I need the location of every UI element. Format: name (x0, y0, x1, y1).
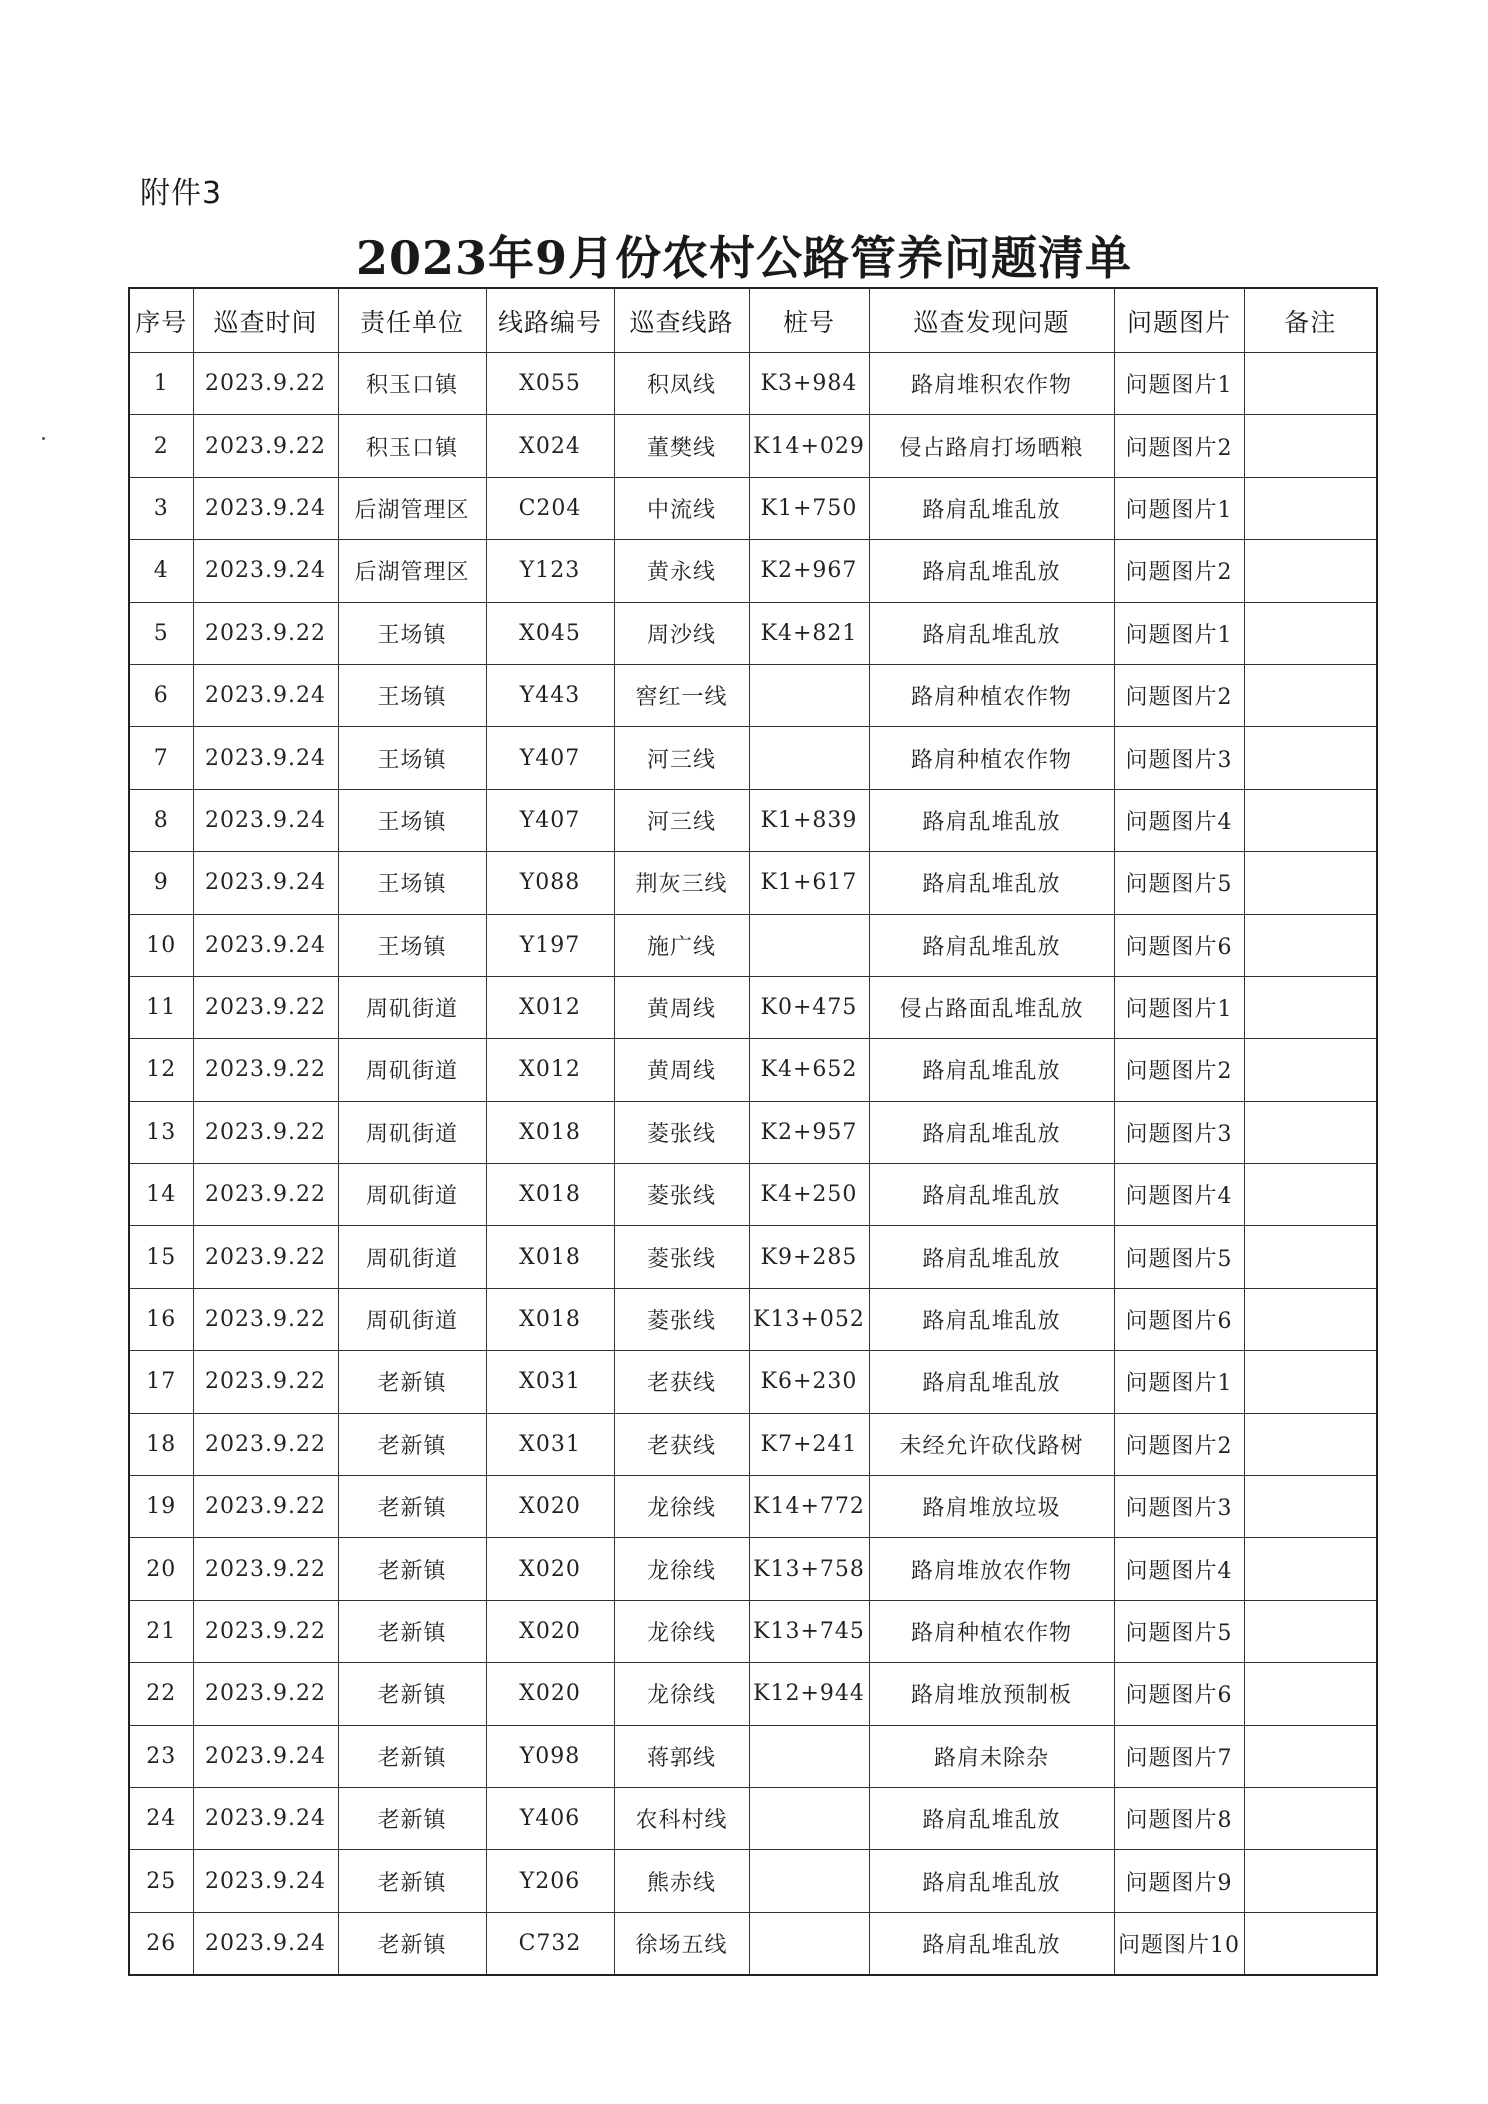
cell-date: 2023.9.24 (193, 1787, 338, 1849)
table-row (129, 1039, 1377, 1101)
cell-date: 2023.9.22 (193, 976, 338, 1038)
cell-date: 2023.9.24 (193, 1912, 338, 1975)
cell-code: C204 (486, 477, 614, 539)
cell-issue: 路肩堆放预制板 (869, 1663, 1114, 1725)
cell-unit: 王场镇 (338, 914, 486, 976)
cell-seq: 19 (129, 1476, 193, 1538)
cell-seq: 24 (129, 1787, 193, 1849)
cell-issue: 路肩乱堆乱放 (869, 1787, 1114, 1849)
cell-photo: 问题图片4 (1114, 789, 1244, 851)
cell-issue: 路肩乱堆乱放 (869, 477, 1114, 539)
header-photo: 问题图片 (1114, 288, 1244, 353)
cell-photo: 问题图片10 (1114, 1912, 1244, 1975)
table-row (129, 602, 1377, 664)
cell-photo: 问题图片9 (1114, 1850, 1244, 1912)
cell-stake: K1+839 (749, 789, 869, 851)
cell-note (1244, 1288, 1377, 1350)
cell-code: X031 (486, 1351, 614, 1413)
cell-stake: K0+475 (749, 976, 869, 1038)
cell-date: 2023.9.22 (193, 1600, 338, 1662)
table-row (129, 1101, 1377, 1163)
cell-route: 河三线 (614, 789, 749, 851)
cell-date: 2023.9.24 (193, 789, 338, 851)
cell-route: 农科村线 (614, 1787, 749, 1849)
cell-route: 周沙线 (614, 602, 749, 664)
cell-stake (749, 1912, 869, 1975)
cell-note (1244, 1351, 1377, 1413)
cell-photo: 问题图片3 (1114, 1476, 1244, 1538)
cell-route: 熊赤线 (614, 1850, 749, 1912)
cell-route: 积凤线 (614, 353, 749, 415)
cell-note (1244, 602, 1377, 664)
cell-unit: 周矶街道 (338, 1039, 486, 1101)
cell-photo: 问题图片5 (1114, 852, 1244, 914)
cell-seq: 3 (129, 477, 193, 539)
cell-code: Y098 (486, 1725, 614, 1787)
table-row (129, 1538, 1377, 1600)
header-code: 线路编号 (486, 288, 614, 353)
cell-route: 菱张线 (614, 1226, 749, 1288)
cell-stake (749, 727, 869, 789)
cell-issue: 路肩乱堆乱放 (869, 1351, 1114, 1413)
table-row (129, 852, 1377, 914)
cell-unit: 王场镇 (338, 602, 486, 664)
table-row (129, 1288, 1377, 1350)
cell-route: 中流线 (614, 477, 749, 539)
cell-note (1244, 415, 1377, 477)
cell-unit: 老新镇 (338, 1850, 486, 1912)
cell-unit: 老新镇 (338, 1538, 486, 1600)
cell-code: Y443 (486, 664, 614, 726)
cell-stake: K1+617 (749, 852, 869, 914)
cell-note (1244, 540, 1377, 602)
cell-route: 荆灰三线 (614, 852, 749, 914)
cell-seq: 1 (129, 353, 193, 415)
cell-note (1244, 976, 1377, 1038)
cell-stake: K3+984 (749, 353, 869, 415)
cell-stake: K13+758 (749, 1538, 869, 1600)
cell-photo: 问题图片6 (1114, 1663, 1244, 1725)
cell-route: 龙徐线 (614, 1663, 749, 1725)
cell-photo: 问题图片6 (1114, 1288, 1244, 1350)
cell-photo: 问题图片5 (1114, 1600, 1244, 1662)
cell-stake: K13+745 (749, 1600, 869, 1662)
cell-code: X018 (486, 1226, 614, 1288)
cell-code: C732 (486, 1912, 614, 1975)
cell-seq: 12 (129, 1039, 193, 1101)
table-row (129, 1164, 1377, 1226)
cell-unit: 老新镇 (338, 1476, 486, 1538)
cell-stake: K9+285 (749, 1226, 869, 1288)
cell-issue: 路肩乱堆乱放 (869, 1912, 1114, 1975)
cell-seq: 26 (129, 1912, 193, 1975)
cell-code: X020 (486, 1476, 614, 1538)
cell-route: 黄周线 (614, 976, 749, 1038)
cell-note (1244, 1164, 1377, 1226)
cell-photo: 问题图片4 (1114, 1164, 1244, 1226)
table-row (129, 727, 1377, 789)
cell-photo: 问题图片1 (1114, 477, 1244, 539)
cell-issue: 路肩乱堆乱放 (869, 1164, 1114, 1226)
cell-code: X012 (486, 976, 614, 1038)
cell-note (1244, 1538, 1377, 1600)
cell-note (1244, 664, 1377, 726)
cell-route: 蒋郭线 (614, 1725, 749, 1787)
cell-photo: 问题图片1 (1114, 1351, 1244, 1413)
cell-seq: 2 (129, 415, 193, 477)
cell-seq: 11 (129, 976, 193, 1038)
cell-route: 龙徐线 (614, 1600, 749, 1662)
cell-issue: 路肩乱堆乱放 (869, 1039, 1114, 1101)
cell-seq: 23 (129, 1725, 193, 1787)
cell-stake: K14+772 (749, 1476, 869, 1538)
cell-note (1244, 852, 1377, 914)
cell-stake (749, 1850, 869, 1912)
cell-date: 2023.9.24 (193, 540, 338, 602)
cell-photo: 问题图片1 (1114, 976, 1244, 1038)
cell-date: 2023.9.24 (193, 477, 338, 539)
cell-route: 董樊线 (614, 415, 749, 477)
document-title: 2023年9月份农村公路管养问题清单 (355, 231, 1133, 285)
cell-unit: 周矶街道 (338, 1164, 486, 1226)
cell-code: X018 (486, 1101, 614, 1163)
cell-unit: 老新镇 (338, 1725, 486, 1787)
cell-stake: K7+241 (749, 1413, 869, 1475)
cell-date: 2023.9.24 (193, 914, 338, 976)
cell-note (1244, 477, 1377, 539)
cell-date: 2023.9.22 (193, 1288, 338, 1350)
cell-issue: 路肩乱堆乱放 (869, 1288, 1114, 1350)
header-note: 备注 (1244, 288, 1377, 353)
cell-photo: 问题图片2 (1114, 415, 1244, 477)
table-row (129, 415, 1377, 477)
cell-seq: 25 (129, 1850, 193, 1912)
cell-photo: 问题图片1 (1114, 602, 1244, 664)
table-row (129, 1600, 1377, 1662)
cell-photo: 问题图片1 (1114, 353, 1244, 415)
cell-code: X024 (486, 415, 614, 477)
cell-photo: 问题图片4 (1114, 1538, 1244, 1600)
cell-date: 2023.9.22 (193, 1476, 338, 1538)
cell-route: 老获线 (614, 1413, 749, 1475)
cell-seq: 7 (129, 727, 193, 789)
cell-route: 施广线 (614, 914, 749, 976)
table-row (129, 540, 1377, 602)
cell-stake: K2+957 (749, 1101, 869, 1163)
cell-date: 2023.9.22 (193, 1538, 338, 1600)
table-row (129, 477, 1377, 539)
cell-seq: 10 (129, 914, 193, 976)
cell-photo: 问题图片2 (1114, 540, 1244, 602)
cell-issue: 路肩乱堆乱放 (869, 1226, 1114, 1288)
cell-issue: 路肩种植农作物 (869, 1600, 1114, 1662)
cell-date: 2023.9.24 (193, 1850, 338, 1912)
cell-route: 窖红一线 (614, 664, 749, 726)
cell-stake: K13+052 (749, 1288, 869, 1350)
cell-stake: K4+652 (749, 1039, 869, 1101)
cell-issue: 路肩乱堆乱放 (869, 1101, 1114, 1163)
cell-unit: 老新镇 (338, 1912, 486, 1975)
cell-code: Y407 (486, 789, 614, 851)
table-body (129, 353, 1377, 1976)
cell-issue: 路肩堆积农作物 (869, 353, 1114, 415)
table-row (129, 1413, 1377, 1475)
cell-unit: 王场镇 (338, 789, 486, 851)
cell-stake: K14+029 (749, 415, 869, 477)
cell-seq: 21 (129, 1600, 193, 1662)
cell-stake: K6+230 (749, 1351, 869, 1413)
cell-issue: 路肩乱堆乱放 (869, 602, 1114, 664)
cell-date: 2023.9.22 (193, 1413, 338, 1475)
cell-code: X020 (486, 1538, 614, 1600)
table-row (129, 664, 1377, 726)
cell-date: 2023.9.22 (193, 1663, 338, 1725)
header-issue: 巡查发现问题 (869, 288, 1114, 353)
cell-route: 龙徐线 (614, 1476, 749, 1538)
cell-unit: 老新镇 (338, 1413, 486, 1475)
cell-unit: 王场镇 (338, 727, 486, 789)
cell-photo: 问题图片5 (1114, 1226, 1244, 1288)
cell-code: Y206 (486, 1850, 614, 1912)
cell-route: 老获线 (614, 1351, 749, 1413)
cell-issue: 路肩堆放农作物 (869, 1538, 1114, 1600)
cell-date: 2023.9.22 (193, 1101, 338, 1163)
cell-code: Y088 (486, 852, 614, 914)
cell-route: 黄永线 (614, 540, 749, 602)
cell-date: 2023.9.24 (193, 1725, 338, 1787)
cell-stake (749, 664, 869, 726)
table-row (129, 1351, 1377, 1413)
cell-stake: K1+750 (749, 477, 869, 539)
cell-date: 2023.9.22 (193, 1164, 338, 1226)
cell-photo: 问题图片2 (1114, 1039, 1244, 1101)
cell-note (1244, 1850, 1377, 1912)
header-stake: 桩号 (749, 288, 869, 353)
cell-seq: 14 (129, 1164, 193, 1226)
header-route: 巡查线路 (614, 288, 749, 353)
cell-photo: 问题图片6 (1114, 914, 1244, 976)
cell-unit: 老新镇 (338, 1600, 486, 1662)
cell-seq: 13 (129, 1101, 193, 1163)
cell-note (1244, 789, 1377, 851)
cell-code: Y123 (486, 540, 614, 602)
cell-unit: 后湖管理区 (338, 540, 486, 602)
table-row (129, 1476, 1377, 1538)
cell-date: 2023.9.24 (193, 727, 338, 789)
cell-issue: 路肩乱堆乱放 (869, 852, 1114, 914)
cell-unit: 王场镇 (338, 664, 486, 726)
cell-date: 2023.9.22 (193, 1351, 338, 1413)
cell-seq: 20 (129, 1538, 193, 1600)
cell-code: X020 (486, 1663, 614, 1725)
cell-date: 2023.9.22 (193, 1039, 338, 1101)
cell-date: 2023.9.24 (193, 664, 338, 726)
cell-note (1244, 1476, 1377, 1538)
table-row (129, 1226, 1377, 1288)
table-row (129, 1787, 1377, 1849)
table-row (129, 1725, 1377, 1787)
cell-date: 2023.9.22 (193, 1226, 338, 1288)
cell-route: 徐场五线 (614, 1912, 749, 1975)
cell-route: 菱张线 (614, 1101, 749, 1163)
cell-photo: 问题图片3 (1114, 727, 1244, 789)
cell-stake: K12+944 (749, 1663, 869, 1725)
cell-note (1244, 1039, 1377, 1101)
cell-unit: 周矶街道 (338, 1226, 486, 1288)
cell-photo: 问题图片2 (1114, 1413, 1244, 1475)
cell-seq: 18 (129, 1413, 193, 1475)
cell-issue: 路肩乱堆乱放 (869, 540, 1114, 602)
cell-photo: 问题图片3 (1114, 1101, 1244, 1163)
cell-issue: 路肩乱堆乱放 (869, 789, 1114, 851)
cell-photo: 问题图片2 (1114, 664, 1244, 726)
issue-list-table (128, 287, 1378, 1976)
cell-unit: 周矶街道 (338, 1101, 486, 1163)
cell-note (1244, 914, 1377, 976)
cell-seq: 6 (129, 664, 193, 726)
attachment-label: 附件3 (140, 176, 223, 211)
cell-note (1244, 353, 1377, 415)
cell-unit: 周矶街道 (338, 1288, 486, 1350)
cell-note (1244, 1226, 1377, 1288)
table-row (129, 976, 1377, 1038)
cell-issue: 未经允许砍伐路树 (869, 1413, 1114, 1475)
cell-note (1244, 1413, 1377, 1475)
cell-seq: 15 (129, 1226, 193, 1288)
cell-route: 黄周线 (614, 1039, 749, 1101)
cell-unit: 王场镇 (338, 852, 486, 914)
cell-date: 2023.9.22 (193, 602, 338, 664)
scan-speck (42, 437, 45, 440)
cell-stake (749, 1725, 869, 1787)
cell-note (1244, 727, 1377, 789)
cell-seq: 8 (129, 789, 193, 851)
cell-stake: K4+250 (749, 1164, 869, 1226)
cell-route: 菱张线 (614, 1164, 749, 1226)
cell-code: X045 (486, 602, 614, 664)
cell-date: 2023.9.22 (193, 415, 338, 477)
cell-code: Y406 (486, 1787, 614, 1849)
cell-seq: 9 (129, 852, 193, 914)
cell-stake: K2+967 (749, 540, 869, 602)
cell-stake: K4+821 (749, 602, 869, 664)
cell-issue: 侵占路肩打场晒粮 (869, 415, 1114, 477)
cell-code: X012 (486, 1039, 614, 1101)
cell-note (1244, 1600, 1377, 1662)
cell-unit: 老新镇 (338, 1351, 486, 1413)
table-row (129, 1912, 1377, 1975)
table-row (129, 1663, 1377, 1725)
cell-seq: 16 (129, 1288, 193, 1350)
table-row (129, 1850, 1377, 1912)
table-row (129, 789, 1377, 851)
cell-code: X018 (486, 1164, 614, 1226)
cell-unit: 积玉口镇 (338, 415, 486, 477)
cell-date: 2023.9.24 (193, 852, 338, 914)
table-row (129, 353, 1377, 415)
cell-issue: 侵占路面乱堆乱放 (869, 976, 1114, 1038)
cell-code: X018 (486, 1288, 614, 1350)
cell-date: 2023.9.22 (193, 353, 338, 415)
cell-note (1244, 1663, 1377, 1725)
cell-route: 龙徐线 (614, 1538, 749, 1600)
cell-seq: 22 (129, 1663, 193, 1725)
cell-unit: 老新镇 (338, 1787, 486, 1849)
header-seq: 序号 (129, 288, 193, 353)
cell-seq: 17 (129, 1351, 193, 1413)
cell-code: Y407 (486, 727, 614, 789)
cell-code: X055 (486, 353, 614, 415)
cell-unit: 周矶街道 (338, 976, 486, 1038)
cell-issue: 路肩种植农作物 (869, 664, 1114, 726)
header-date: 巡查时间 (193, 288, 338, 353)
cell-code: Y197 (486, 914, 614, 976)
table-header-row (129, 288, 1377, 353)
cell-note (1244, 1787, 1377, 1849)
cell-issue: 路肩未除杂 (869, 1725, 1114, 1787)
table-row (129, 914, 1377, 976)
cell-unit: 后湖管理区 (338, 477, 486, 539)
cell-note (1244, 1101, 1377, 1163)
cell-issue: 路肩种植农作物 (869, 727, 1114, 789)
cell-photo: 问题图片7 (1114, 1725, 1244, 1787)
cell-seq: 5 (129, 602, 193, 664)
cell-unit: 老新镇 (338, 1663, 486, 1725)
cell-note (1244, 1912, 1377, 1975)
cell-unit: 积玉口镇 (338, 353, 486, 415)
cell-photo: 问题图片8 (1114, 1787, 1244, 1849)
cell-issue: 路肩乱堆乱放 (869, 1850, 1114, 1912)
cell-note (1244, 1725, 1377, 1787)
header-unit: 责任单位 (338, 288, 486, 353)
cell-route: 菱张线 (614, 1288, 749, 1350)
cell-code: X031 (486, 1413, 614, 1475)
cell-stake (749, 914, 869, 976)
cell-seq: 4 (129, 540, 193, 602)
cell-code: X020 (486, 1600, 614, 1662)
cell-issue: 路肩乱堆乱放 (869, 914, 1114, 976)
cell-issue: 路肩堆放垃圾 (869, 1476, 1114, 1538)
cell-stake (749, 1787, 869, 1849)
cell-route: 河三线 (614, 727, 749, 789)
